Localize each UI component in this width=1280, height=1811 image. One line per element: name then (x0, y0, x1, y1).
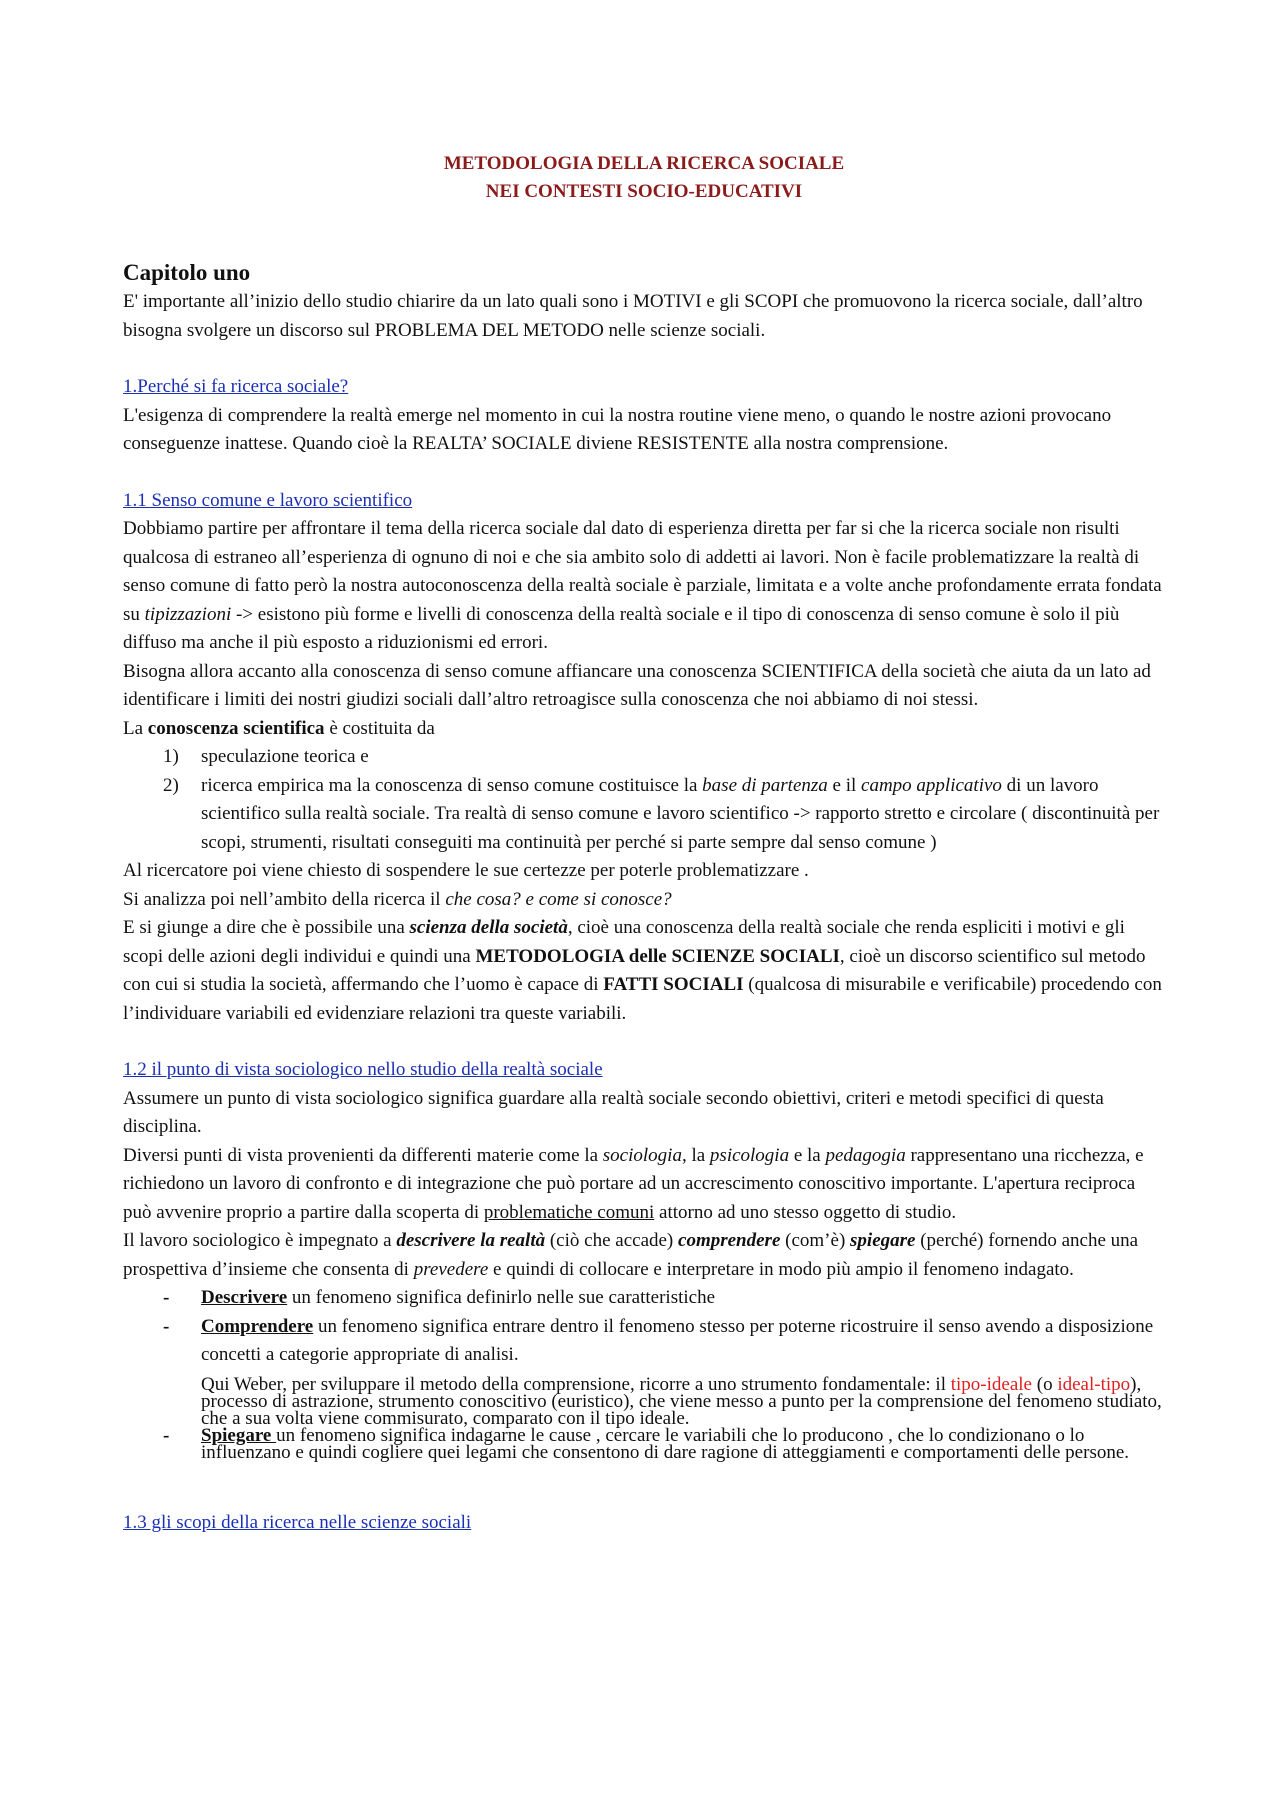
title-line-2: NEI CONTESTI SOCIO-EDUCATIVI (485, 181, 803, 202)
section-1-1-paragraph-4: Al ricercatore poi viene chiesto di sospendere le sue certezze per poterle problematizzare . (123, 860, 809, 881)
section-1-paragraph: L'esigenza di comprendere la realtà emerge nel momento in cui la nostra routine viene meno, o quando le nostre azioni provocano conseguenze inattese. Quando cioè la REALTA’ SOCIALE diviene RESISTENTE alla nostra comprensione. (123, 404, 1112, 454)
list-item: 1) speculazione teorica e (163, 746, 369, 767)
section-1-1-paragraph-1: Dobbiamo partire per affrontare il tema della ricerca sociale dal dato di esperienza diretta per far si che la ricerca sociale non risulti qualcosa di estraneo all’esperienza di ognuno di noi e che sia ambito solo di addetti ai lavori. Non è facile problematizzare la realtà di senso comune di fatto però la nostra autoconoscenza della realtà sociale è parziale, limitata e a volte anche profondamente errata fondata su tipizzazioni -> esistono più forme e livelli di conoscenza della realtà sociale e il tipo di conoscenza di senso comune è solo il più diffuso ma anche il più esposto a riduzionismi ed errori. (123, 518, 1162, 653)
section-1-2-paragraph-2: Diversi punti di vista provenienti da differenti materie come la sociologia, la psicologia e la pedagogia rappresentano una ricchezza, e richiedono un lavoro di confronto e di integrazione che può portare ad un accrescimento conoscitivo importante. L'apertura reciproca può avvenire proprio a partire dalla scoperta di problematiche comuni attorno ad uno stesso oggetto di studio. (123, 1144, 1144, 1223)
intro-paragraph: E' importante all’inizio dello studio chiarire da un lato quali sono i MOTIVI e gli SCOPI che promuovono la ricerca sociale, dall’altro bisogna svolgere un discorso sul PROBLEMA DEL METODO nelle scienze sociali. (123, 291, 1143, 341)
numbered-list (123, 743, 1165, 857)
title-line-1: METODOLOGIA DELLA RICERCA SOCIALE (443, 153, 845, 174)
section-1-3-heading[interactable]: 1.3 gli scopi della ricerca nelle scienze sociali (123, 1511, 472, 1533)
list-item: 2) ricerca empirica ma la conoscenza di senso comune costituisce la base di partenza e il campo applicativo di un lavoro scientifico sulla realtà sociale. Tra realtà di senso comune e lavoro scientifico -> rapporto stretto e circolare ( discontinuità per scopi, strumenti, risultati conseguiti ma continuità per perché si parte sempre dal senso comune ) (163, 774, 1160, 853)
document-title (123, 150, 1165, 206)
section-1-heading[interactable]: 1.Perché si fa ricerca sociale? (123, 376, 349, 397)
section-1-1-paragraph-3: La conoscenza scientifica è costituita da (123, 717, 435, 739)
weber-note: Qui Weber, per sviluppare il metodo della comprensione, ricorre a uno strumento fondamentale: il tipo-ideale (o ideal-tipo), processo di astrazione, strumento conoscitivo (euristico), che viene messo a punto per la comprensione del fenomeno studiato, che a sua volta viene commisurato, comparato con il tipo ideale. (201, 1373, 1162, 1429)
section-1-1-heading[interactable]: 1.1 Senso comune e lavoro scientifico (123, 489, 413, 511)
section-1-2-paragraph-1: Assumere un punto di vista sociologico significa guardare alla realtà sociale secondo obiettivi, criteri e metodi specifici di questa disciplina. (123, 1087, 1104, 1137)
list-item: - Descrivere un fenomeno significa definirlo nelle sue caratteristiche (163, 1287, 716, 1308)
section-1-2-paragraph-3: Il lavoro sociologico è impegnato a descrivere la realtà (ciò che accade) comprendere (com’è) spiegare (perché) fornendo anche una prospettiva d’insieme che consenta di prevedere e quindi di collocare e interpretare in modo più ampio il fenomeno indagato. (123, 1230, 1139, 1280)
section-1-1-paragraph-6: E si giunge a dire che è possibile una scienza della società, cioè una conoscenza della realtà sociale che renda espliciti i motivi e gli scopi delle azioni degli individui e quindi una METODOLOGIA delle SCIENZE SOCIALI, cioè un discorso scientifico sul metodo con cui si studia la società, affermando che l’uomo è capace di FATTI SOCIALI (qualcosa di misurabile e verificabile) procedendo con l’individuare variabili ed evidenziare relazioni tra queste variabili. (123, 917, 1162, 1024)
list-item: - Comprendere un fenomeno significa entrare dentro il fenomeno stesso per poterne ricostruire il senso avendo a disposizione concetti a categorie appropriate di analisi. Qui Weber, per sviluppare il metodo della comprensione, ricorre a uno strumento fondamentale: il tipo-ideale (o ideal-tipo), processo di astrazione, strumento conoscitivo (euristico), che viene messo a punto per la comprensione del fenomeno studiato, che a sua volta viene commisurato, comparato con il tipo ideale. (123, 1313, 1165, 1427)
list-item: - Spiegare un fenomeno significa indagarne le cause , cercare le variabili che lo producono , che lo condizionano o lo influenzano e quindi cogliere quei legami che consentono di dare ragione di atteggiamenti e comportamenti delle persone. (163, 1424, 1130, 1463)
section-1-1-paragraph-5: Si analizza poi nell’ambito della ricerca il che cosa? e come si conosce? (123, 888, 672, 910)
chapter-heading: Capitolo uno (123, 260, 251, 285)
document-page (123, 150, 1165, 1537)
section-1-2-heading[interactable]: 1.2 il punto di vista sociologico nello studio della realtà sociale (123, 1059, 603, 1080)
section-1-1-paragraph-2: Bisogna allora accanto alla conoscenza di senso comune affiancare una conoscenza SCIENTIFICA della società che aiuta da un lato ad identificare i limiti dei nostri giudizi sociali dall’altro retroagisce sulla conoscenza che noi abbiamo di noi stessi. (123, 660, 1151, 710)
